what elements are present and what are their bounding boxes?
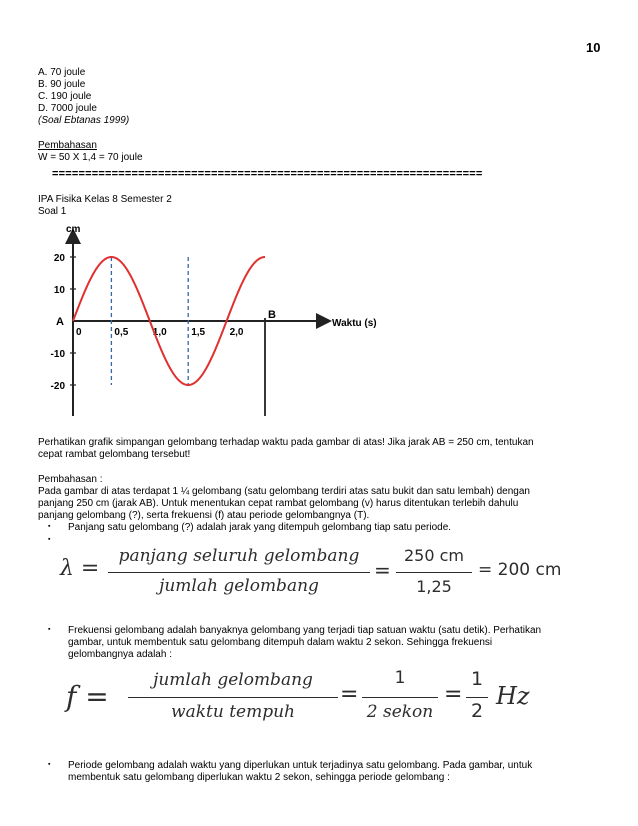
pembahasan-heading-2: Pembahasan : [38,474,103,485]
formula-denominator-2: 2 sekon [366,702,434,722]
period-line-1: Periode gelombang adalah waktu yang diperlukan untuk terjadinya satu gelombang. Pada gambar, untuk [68,760,533,771]
frequency-line-2: gambar, untuk membentuk satu gelombang ditempuh dalam waktu 2 sekon. Sehingga frekuensi [68,637,493,648]
bullet-marker: ▪ [48,536,51,543]
separator-line: ================================================================= [52,168,483,180]
section-title: IPA Fisika Kelas 8 Semester 2 [38,194,172,205]
question-source: (Soal Ebtanas 1999) [38,115,130,126]
y-tick-label: 20 [53,253,65,264]
y-tick-label: -20 [50,381,65,392]
pembahasan-line-2: panjang 250 cm (jarak AB). Untuk menentukan cepat rambat gelombang (v) harus ditentukan terlebih dahulu [38,498,519,509]
period-line-2: membentuk satu gelombang diperlukan waktu 2 sekon, sehingga periode gelombang : [68,772,450,783]
point-b-label: B [268,309,276,321]
work-calculation: W = 50 X 1,4 = 70 joule [38,152,143,163]
y-tick-label: -10 [50,349,65,360]
formula-denominator: jumlah gelombang [159,576,319,596]
bullet-wavelength: Panjang satu gelombang (?) adalah jarak yang ditempuh gelombang tiap satu periode. [68,522,452,533]
formula-denominator-3: 2 [470,700,484,722]
page-number: 10 [586,40,601,55]
fraction-bar-3 [466,697,488,698]
formula-numerator-3: 1 [470,668,484,690]
formula-unit: Hz [496,682,530,710]
fraction-bar-2 [362,697,438,698]
question-line-1: Perhatikan grafik simpangan gelombang terhadap waktu pada gambar di atas! Jika jarak AB = 250 cm, tentukan [38,437,534,448]
pembahasan-line-1: Pada gambar di atas terdapat 1 ¼ gelombang (satu gelombang terdiri atas satu bukit dan satu lembah) dengan [38,486,530,497]
formula-result: = 200 cm [478,560,562,580]
formula-numerator: jumlah gelombang [153,670,313,690]
formula-equals-2: = [444,682,463,707]
x-tick-label: 1,0 [152,327,167,338]
fraction-bar-2 [396,572,472,573]
formula-denominator: waktu tempuh [171,702,295,722]
option-a: A. 70 joule [38,67,86,78]
formula-numerator-2: 250 cm [403,546,464,565]
point-a-label: A [56,316,64,328]
option-b: B. 90 joule [38,79,86,90]
question-line-2: cepat rambat gelombang tersebut! [38,449,191,460]
formula-equals: = [374,558,391,582]
formula-lhs: f = [66,680,109,713]
formula-denominator-2: 1,25 [416,577,452,596]
x-tick-label: 1,5 [191,327,206,338]
bullet-marker: ▪ [48,523,51,530]
option-d: D. 7000 joule [38,103,97,114]
x-axis-label: Waktu (s) [332,318,377,329]
formula-equals: = [340,682,359,707]
x-tick-label: 2,0 [229,327,244,338]
frequency-line-3: gelombangnya adalah : [68,649,172,660]
wave-chart [38,220,377,420]
pembahasan-heading: Pembahasan [38,140,97,151]
x-tick-label: 0 [76,327,82,338]
frequency-line-1: Frekuensi gelombang adalah banyaknya gelombang yang terjadi tiap satuan waktu (satu detik). Perhatikan [68,625,542,636]
formula-numerator: panjang seluruh gelombang [118,546,360,566]
bullet-marker: ▪ [48,761,51,768]
pembahasan-line-3: panjang gelombang (?), serta frekuensi (f) atau periode gelombangnya (T). [38,510,370,521]
fraction-bar [108,572,370,573]
option-c: C. 190 joule [38,91,92,102]
fraction-bar [128,697,338,698]
formula-numerator-2: 1 [394,668,406,688]
bullet-marker: ▪ [48,626,51,633]
question-number: Soal 1 [38,206,67,217]
x-tick-label: 0,5 [114,327,129,338]
y-axis-label: cm [66,224,81,235]
y-tick-label: 10 [53,285,65,296]
formula-lhs: λ = [60,556,100,581]
